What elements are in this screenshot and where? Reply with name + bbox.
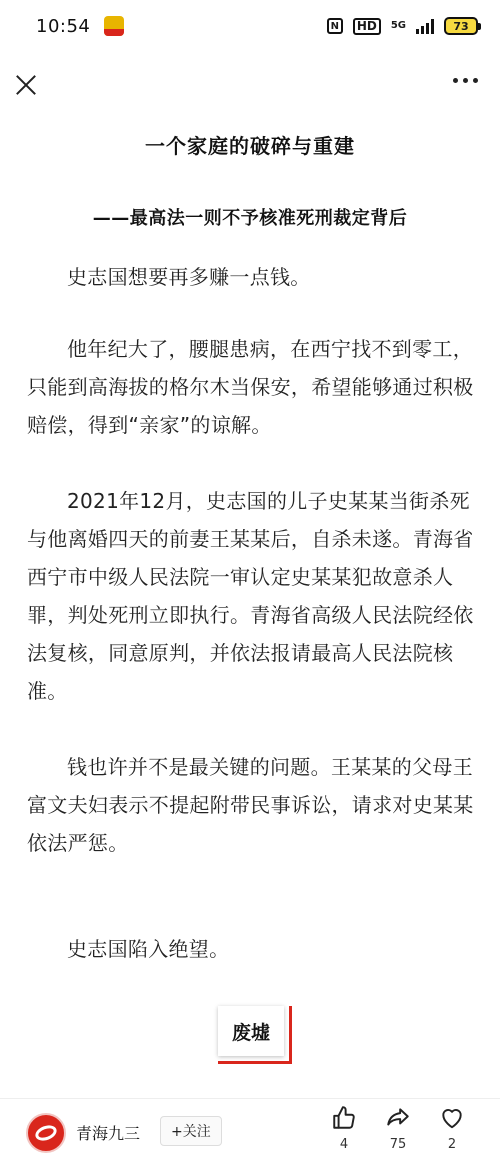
status-time: 10:54	[36, 15, 91, 37]
like-count: 4	[339, 1137, 349, 1152]
thumbs-up-icon	[331, 1105, 357, 1131]
nfc-icon: N	[327, 18, 343, 34]
signal-icon	[416, 18, 434, 34]
status-icons	[327, 17, 478, 35]
app-notification-icon	[104, 16, 124, 36]
more-icon[interactable]	[453, 78, 478, 83]
hd-badge: HD	[353, 18, 381, 35]
heart-icon	[439, 1105, 465, 1131]
avatar-logo-icon	[33, 1123, 58, 1144]
top-nav	[0, 60, 500, 112]
article-title: 一个家庭的破碎与重建	[145, 134, 355, 158]
article-paragraph-1: 史志国想要再多赚一点钱。	[67, 265, 311, 289]
follow-button[interactable]: +关注	[160, 1116, 222, 1146]
favorite-button[interactable]	[432, 1105, 472, 1152]
source-tag-label: 废墟	[218, 1006, 284, 1056]
author-name[interactable]: 青海九三	[76, 1124, 141, 1143]
article-paragraph-5: 史志国陷入绝望。	[67, 937, 230, 961]
favorite-count: 2	[447, 1137, 457, 1152]
share-button[interactable]	[378, 1105, 418, 1152]
status-bar	[0, 0, 500, 52]
source-tag[interactable]	[218, 1006, 292, 1064]
network-type: 5G	[390, 20, 406, 31]
bottom-bar	[0, 1098, 500, 1167]
article-paragraph-2: 他年纪大了，腰腿患病，在西宁找不到零工，只能到高海拔的格尔木当保安，希望能够通过积极赔偿，得到“亲家”的谅解。	[27, 337, 474, 437]
share-icon	[385, 1105, 411, 1131]
battery-icon: 73	[444, 17, 478, 35]
like-button[interactable]	[324, 1105, 364, 1152]
article-subtitle: ——最高法一则不予核准死刑裁定背后	[92, 208, 408, 229]
author-avatar[interactable]	[26, 1113, 66, 1153]
share-count: 75	[389, 1137, 407, 1152]
close-icon[interactable]	[14, 72, 38, 96]
article-paragraph-3: 2021年12月，史志国的儿子史某某当街杀死与他离婚四天的前妻王某某后，自杀未遂。青海省西宁市中级人民法院一审认定史某某犯故意杀人罪，判处死刑立即执行。青海省高级人民法院经依法复核，同意原判，并依法报请最高人民法院核准。	[27, 489, 474, 703]
article-paragraph-4: 钱也许并不是最关键的问题。王某某的父母王富文夫妇表示不提起附带民事诉讼，请求对史某某依法严惩。	[27, 755, 474, 855]
